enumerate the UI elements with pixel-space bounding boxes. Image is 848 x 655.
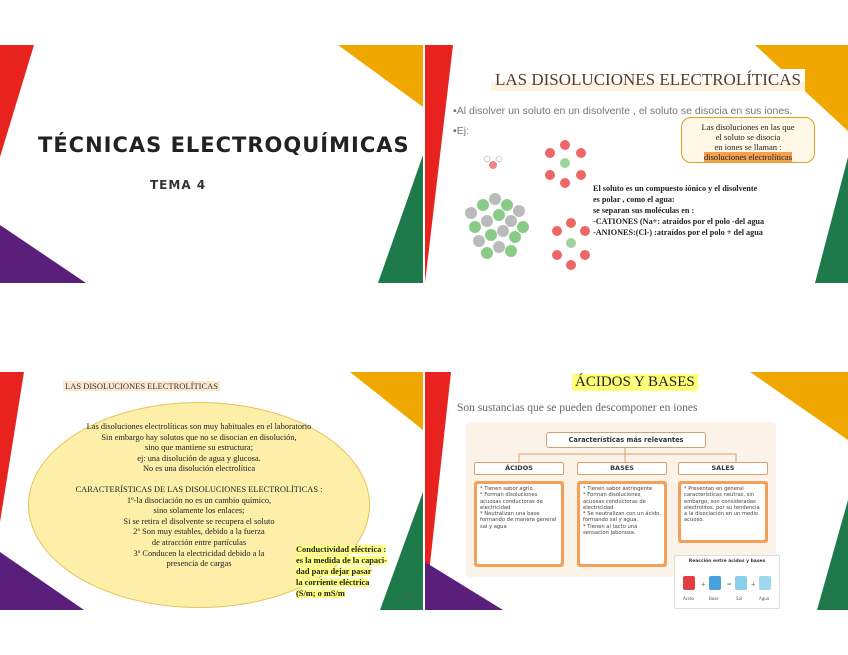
column-bases: BASES * Tienen sabor astringente * Forman disoluciones acuosas conductoras de electricidad * Se neutralizan con un ácido, formando sal y agua. * Tienen al tacto una sensación jabonosa.	[577, 462, 667, 567]
characteristics-diagram	[466, 422, 776, 601]
slide-3[interactable]	[0, 372, 423, 610]
column-header: SALES	[678, 462, 768, 475]
svg-text:=: =	[727, 580, 732, 589]
column-sales: SALES * Presentan en general características neutras, sin embargo, son consideradas electrolitos, por su tendencia a la disociación en un medio acuoso.	[678, 462, 768, 543]
intro-text: ▪Al disolver un soluto en un disolvente , el soluto se disocia en sus iones.	[453, 105, 793, 117]
slide-number: 4	[830, 591, 834, 598]
highlight-term: disoluciones electrolíticas	[703, 152, 793, 162]
slide-title: LAS DISOLUCIONES ELECTROLÍTICAS	[491, 69, 805, 91]
slide-subtitle: TEMA 4	[150, 178, 207, 192]
column-header: ÁCIDOS	[474, 462, 564, 475]
ellipse-text: Las disoluciones electrolíticas son muy habituales en el laboratorio Sin embargo hay solutos que no se disocian en disolución, sino que mantiene su estructura; ej: una disolución de agua y glucosa. No es una disolución electrolítica CARACTERÍSTICAS DE LAS DISOLUCIONES ELECTROLÍTICAS : 1º-la disociación no es un cambio químico, sino solamente los enlaces; Si se retira el disolvente se recupera el soluto 2º Son muy estables, debido a la fuerza de atracción entre partículas 3º Conducen la electricidad debido a la presencia de cargas	[75, 422, 323, 569]
slide-number: 2	[830, 264, 834, 271]
conductivity-note: Conductividad eléctrica : es la medida de la capaci- dad para dejar pasar la corriente eléctrica (S/m; o mS/m	[296, 545, 387, 598]
column-header: BASES	[577, 462, 667, 475]
slide-2[interactable]	[425, 45, 848, 283]
slide-1-decoration	[0, 45, 423, 283]
reaction-flasks	[681, 570, 773, 596]
slide-title: ÁCIDOS Y BASES	[572, 374, 698, 391]
svg-text:+: +	[751, 580, 756, 589]
example-label: ▪Ej:	[453, 125, 469, 137]
slide-number: 1	[405, 264, 409, 271]
diagram-heading: Características más relevantes	[546, 432, 706, 448]
slide-title: LAS DISOLUCIONES ELECTROLÍTICAS	[65, 381, 218, 391]
slide-title: TÉCNICAS ELECTROQUÍMICAS	[38, 133, 410, 157]
slide-4[interactable]	[425, 372, 848, 610]
column-acidos: ÁCIDOS * Tienen sabor agrio * Forman disoluciones acuosas conductoras de electricidad * Neutralizan una base formando de manera general sal y agua	[474, 462, 564, 567]
reaction-box: Reacción entre ácidos y bases + = + Ácido Base Sal Agua	[674, 555, 780, 609]
slide-1[interactable]	[0, 45, 423, 283]
intro-text: Son sustancias que se pueden descomponer en iones	[457, 402, 698, 414]
definition-callout: Las disoluciones en las que el soluto se disocia en iones se llaman : disoluciones electrolíticas	[681, 117, 815, 163]
ion-dissociation-illustration	[453, 135, 603, 280]
explanation-text: El soluto es un compuesto iónico y el disolvente es polar , como el agua: se separan sus moléculas en : -CATIONES (Na+: atraídos por el polo -del agua -ANIONES:(Cl-) :atraídos por el polo + del agua	[593, 184, 765, 237]
slide-number: 3	[405, 591, 409, 598]
svg-text:+: +	[701, 580, 706, 589]
